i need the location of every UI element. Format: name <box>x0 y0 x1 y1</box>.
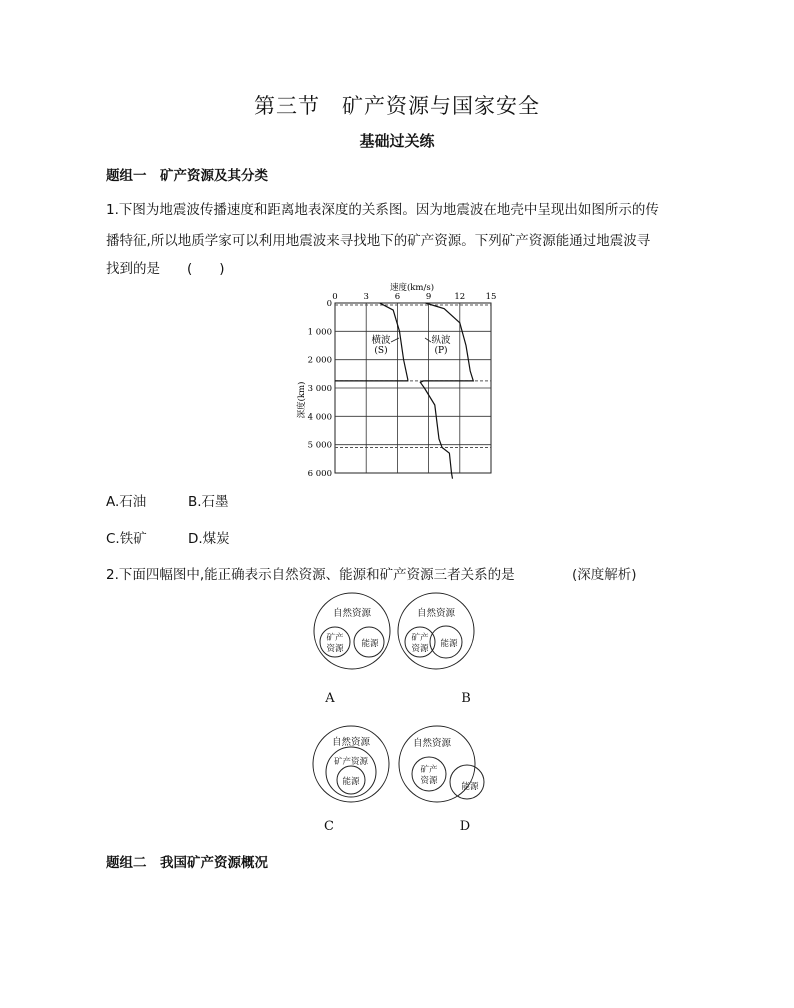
y-tick-label: 3 000 <box>307 384 332 394</box>
page-subtitle: 基础过关练 <box>359 132 435 150</box>
diagram-a-energy-label: 能源 <box>361 639 379 649</box>
diagram-b-caption: B <box>461 691 471 706</box>
diagram-c-caption: C <box>324 819 334 834</box>
x-tick-label: 12 <box>454 292 466 302</box>
diagram-b-energy-label: 能源 <box>440 639 458 649</box>
diagram-a-natural-label: 自然资源 <box>332 608 372 619</box>
group-heading-2: 题组二 我国矿产资源概况 <box>106 855 268 871</box>
diagram-c-mineral-label: 矿产资源 <box>333 757 369 767</box>
y-tick-label: 0 <box>326 299 332 309</box>
y-tick-label: 5 000 <box>307 440 332 451</box>
diagram-c-natural-label: 自然资源 <box>331 737 371 748</box>
option-a[interactable]: A.石油 <box>106 494 147 510</box>
y-tick-label: 2 000 <box>307 355 332 366</box>
p-wave-label-1: 纵波 <box>431 335 451 346</box>
diagram-a-mineral-label-1: 矿产 <box>326 633 344 643</box>
diagram-d-mineral-label-2: 资源 <box>420 776 438 786</box>
venn-diagrams <box>300 590 500 840</box>
diagram-d-energy-label: 能源 <box>461 782 479 792</box>
seismic-wave-chart <box>290 280 510 480</box>
page-title: 第三节 矿产资源与国家安全 <box>254 94 540 118</box>
diagram-b-mineral-label-1: 矿产 <box>411 633 429 643</box>
x-axis-title: 速度(km/s) <box>389 283 435 293</box>
question-1-line-3: 找到的是 ( ) <box>106 261 225 277</box>
x-tick-label: 9 <box>425 292 432 302</box>
x-tick-label: 0 <box>332 292 338 302</box>
diagram-d-mineral-label-1: 矿产 <box>420 765 438 775</box>
x-tick-label: 6 <box>394 292 401 302</box>
diagram-c-energy-label: 能源 <box>342 777 360 787</box>
s-wave-label-1: 横波 <box>371 335 391 346</box>
diagram-a-caption: A <box>325 691 335 706</box>
diagram-b-mineral-label-2: 资源 <box>411 644 429 654</box>
group-heading-1: 题组一 矿产资源及其分类 <box>106 168 268 184</box>
diagram-a-mineral-label-2: 资源 <box>326 644 344 654</box>
diagram-b-natural-label: 自然资源 <box>416 608 456 619</box>
s-wave-label-2: (S) <box>374 346 388 356</box>
p-wave-leader <box>425 338 431 342</box>
y-tick-label: 6 000 <box>307 469 332 479</box>
chart-grid <box>335 303 491 473</box>
p-wave-label-2: (P) <box>434 346 448 356</box>
option-b[interactable]: B.石墨 <box>188 494 229 510</box>
diagram-c-mineral-circle <box>326 747 376 797</box>
x-tick-label: 15 <box>485 292 497 302</box>
question-1-line-2: 播特征,所以地质学家可以利用地震波来寻找地下的矿产资源。下列矿产资源能通过地震波寻 <box>106 233 651 249</box>
option-d[interactable]: D.煤炭 <box>188 531 230 547</box>
y-tick-label: 1 000 <box>307 327 332 338</box>
y-tick-label: 4 000 <box>307 412 332 423</box>
question-2-stem: 2.下面四幅图中,能正确表示自然资源、能源和矿产资源三者关系的是 <box>106 567 515 583</box>
y-axis-title: 深度(km) <box>297 381 307 419</box>
question-1-line-1: 1.下图为地震波传播速度和距离地表深度的关系图。因为地震波在地壳中呈现出如图所示的传 <box>106 202 659 218</box>
option-c[interactable]: C.铁矿 <box>106 531 147 547</box>
question-2-tag: (深度解析) <box>572 567 637 583</box>
x-tick-label: 3 <box>363 292 369 302</box>
diagram-d-natural-label: 自然资源 <box>412 738 452 749</box>
diagram-d-caption: D <box>459 819 471 834</box>
